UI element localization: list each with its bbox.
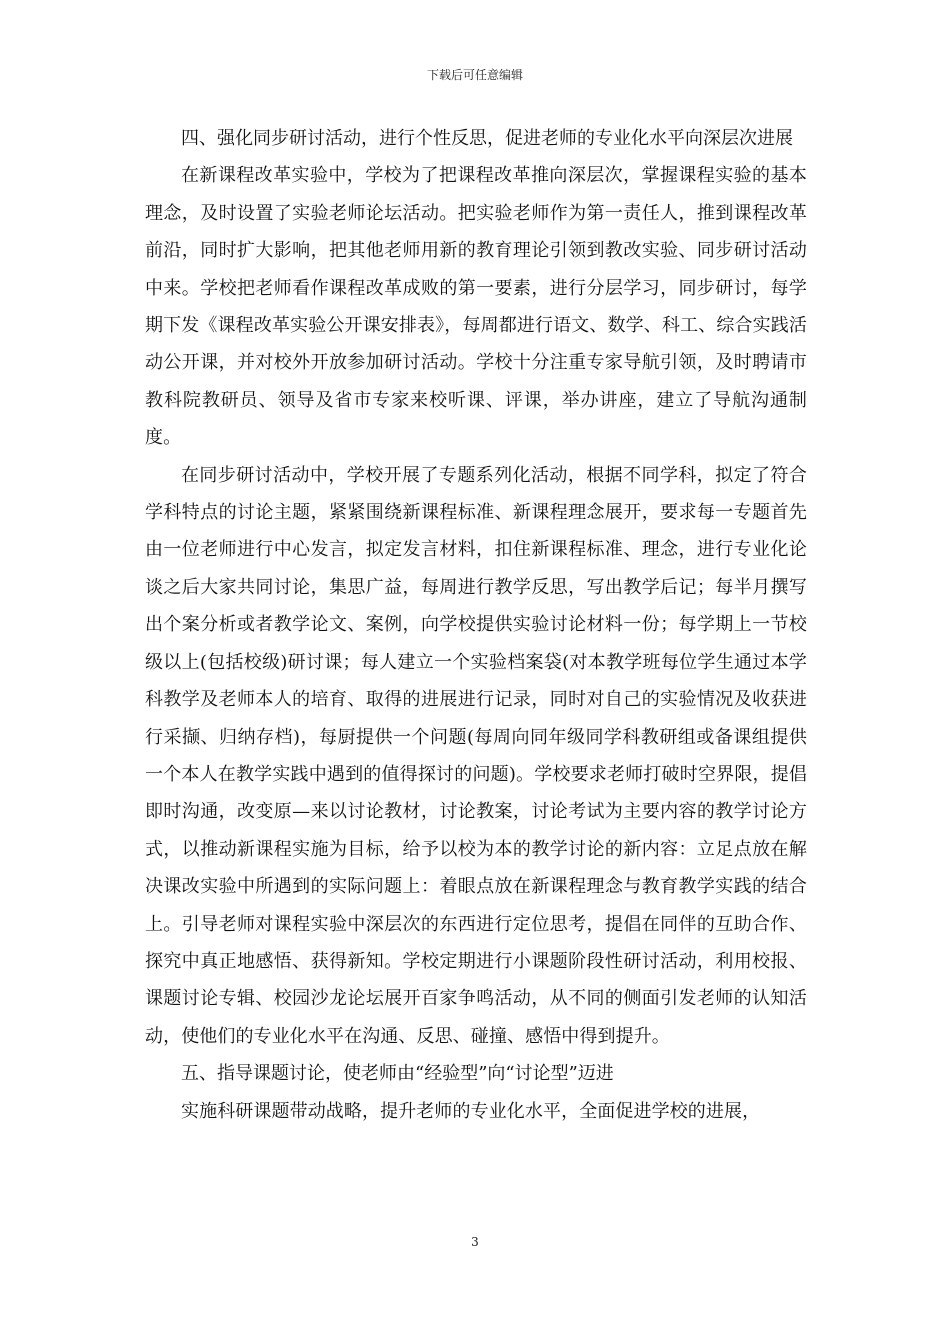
page-number: 3 [471,1235,479,1249]
document-body [145,120,807,1130]
section-heading-4: 四、强化同步研讨活动，进行个性反思，促进老师的专业化水平向深层次进展 [181,128,793,149]
section-heading-5: 五、指导课题讨论，使老师由“经验型”向“讨论型”迈进 [181,1063,614,1085]
page-header: 下载后可任意编辑 [426,68,523,82]
body-paragraph-2: 在同步研讨活动中，学校开展了专题系列化活动，根据不同学科，拟定了符合学科特点的讨论主题，紧紧围绕新课程标准、新课程理念展开，要求每一专题首先由一位老师进行中心发言，拟定发言材料，扣住新课程标准、理念，进行专业化论谈之后大家共同讨论，集思广益，每周进行教学反思，写出教学后记；每半月撰写出个案分析或者教学论文、案例，向学校提供实验讨论材料一份；每学期上一节校级以上(包括校级)研讨课；每人建立一个实验档案袋(对本教学班每位学生通过本学科教学及老师本人的培育、取得的进展进行记录，同时对自己的实验情况及收获进行采撷、归纳存档)，每厨提供一个问题(每周向同年级同学科教研组或备课组提供一个本人在教学实践中遇到的值得探讨的问题)。学校要求老师打破时空界限，提倡即时沟通，改变原—来以讨论教材，讨论教案，讨论考试为主要内容的教学讨论方式，以推动新课程实施为目标，给予以校为本的教学讨论的新内容：立足点放在解决课改实验中所遇到的实际问题上：着眼点放在新课程理念与教育教学实践的结合上。引导老师对课程实验中深层次的东西进行定位思考，提倡在同伴的互助合作、探究中真正地感悟、获得新知。学校定期进行小课题阶段性研讨活动，利用校报、课题讨论专辑、校园沙龙论坛展开百家争鸣活动，从不同的侧面引发老师的认知活动，使他们的专业化水平在沟通、反思、碰撞、感悟中得到提升。 [145,464,807,1047]
body-paragraph-1: 在新课程改革实验中，学校为了把课程改革推向深层次，掌握课程实验的基本理念，及时设置了实验老师论坛活动。把实验老师作为第一责任人，推到课程改革前沿，同时扩大影响，把其他老师用新的教育理论引领到教改实验、同步研讨活动中来。学校把老师看作课程改革成败的第一要素，进行分层学习，同步研讨，每学期下发《课程改革实验公开课安排表》，每周都进行语文、数学、科工、综合实践活动公开课，并对校外开放参加研讨活动。学校十分注重专家导航引领，及时聘请市教科院教研员、领导及省市专家来校听课、评课，举办讲座，建立了导航沟通制度。 [145,165,807,449]
body-paragraph-3: 实施科研课题带动战略，提升老师的专业化水平，全面促进学校的进展， [181,1100,761,1122]
